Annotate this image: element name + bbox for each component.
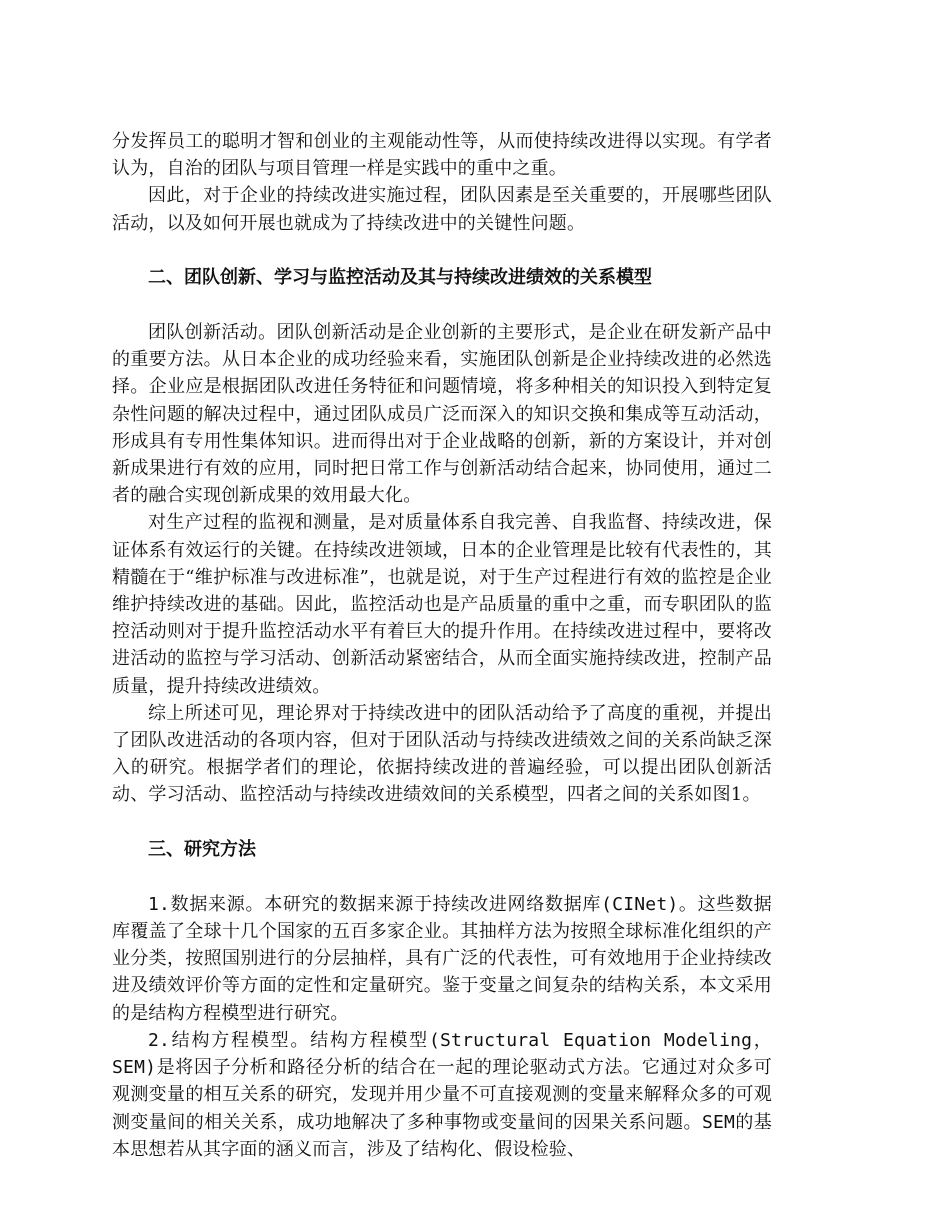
- item-number: 1.: [148, 893, 171, 915]
- paragraph-therefore: 因此，对于企业的持续改进实施过程，团队因素是至关重要的，开展哪些团队活动，以及如何开展也就成为了持续改进中的关键性问题。: [112, 185, 772, 234]
- paragraph-innovation: 团队创新活动。团队创新活动是企业创新的主要形式，是企业在研发新产品中的重要方法。从日本企业的成功经验来看，实施团队创新是企业持续改进的必然选择。企业应是根据团队改进任务特征和问题情境，将多种相关的知识投入到特定复杂性问题的解决过程中，通过团队成员广泛而深入的知识交换和集成等互动活动，形成具有专用性集体知识。进而得出对于企业战略的创新，新的方案设计，并对创新成果进行有效的应用，同时把日常工作与创新活动结合起来，协同使用，通过二者的融合实现创新成果的效用最大化。: [112, 322, 772, 507]
- data-source-code: (CINet): [601, 893, 679, 915]
- data-source-text-a: 数据来源。本研究的数据来源于持续改进网络数据库: [170, 893, 602, 915]
- sem-abbrev: SEM: [701, 1111, 736, 1133]
- item-number: 2.: [148, 1029, 171, 1051]
- sem-text-a: 结构方程模型。结构方程模型: [170, 1029, 429, 1051]
- sem-text-b: 是将因子分析和路径分析的结合在一起的理论驱动式方法。它通过对众多可观测变量的相互关系的研究，发现并用少量不可直接观测的变量来解释众多的可观测变量间的相关关系，成功地解决了多种事物或变量间的因果关系问题。: [112, 1057, 772, 1133]
- sem-text-d: 的基本思想若从其字面的涵义而言，涉及了结构化、假设检验、: [112, 1111, 772, 1160]
- paragraph-sem: [112, 1027, 772, 1163]
- section-heading-3: 三、研究方法: [148, 838, 256, 860]
- paragraph-monitoring: 对生产过程的监视和测量，是对质量体系自我完善、自我监督、持续改进，保证体系有效运行的关键。在持续改进领域，日本的企业管理是比较有代表性的，其精髓在于“维护标准与改进标准”，也就是说，对于生产过程进行有效的监控是企业维护持续改进的基础。因此，监控活动也是产品质量的重中之重，而专职团队的监控活动则对于提升监控活动水平有着巨大的提升作用。在持续改进过程中，要将改进活动的监控与学习活动、创新活动紧密结合，从而全面实施持续改进，控制产品质量，提升持续改进绩效。: [112, 512, 772, 697]
- sem-english-term: (Structural Equation Modeling，SEM): [112, 1029, 772, 1079]
- paragraph-continuation: 分发挥员工的聪明才智和创业的主观能动性等，从而使持续改进得以实现。有学者认为，自治的团队与项目管理一样是实践中的重中之重。: [112, 131, 772, 180]
- paragraph-summary: 综上所述可见，理论界对于持续改进中的团队活动给予了高度的重视，并提出了团队改进活动的各项内容，但对于团队活动与持续改进绩效之间的关系尚缺乏深入的研究。根据学者们的理论，依据持续改进的普遍经验，可以提出团队创新活动、学习活动、监控活动与持续改进绩效间的关系模型，四者之间的关系如图1。: [112, 702, 772, 806]
- section-heading-2: 二、团队创新、学习与监控活动及其与持续改进绩效的关系模型: [148, 266, 652, 288]
- document-page: [112, 128, 772, 1163]
- paragraph-data-source: [112, 891, 772, 1027]
- data-source-text-b: 。这些数据库覆盖了全球十几个国家的五百多家企业。其抽样方法为按照全球标准化组织的产业分类，按照国别进行的分层抽样，具有广泛的代表性，可有效地用于企业持续改进及绩效评价等方面的定性和定量研究。鉴于变量之间复杂的结构关系，本文采用的是结构方程模型进行研究。: [112, 893, 773, 1024]
